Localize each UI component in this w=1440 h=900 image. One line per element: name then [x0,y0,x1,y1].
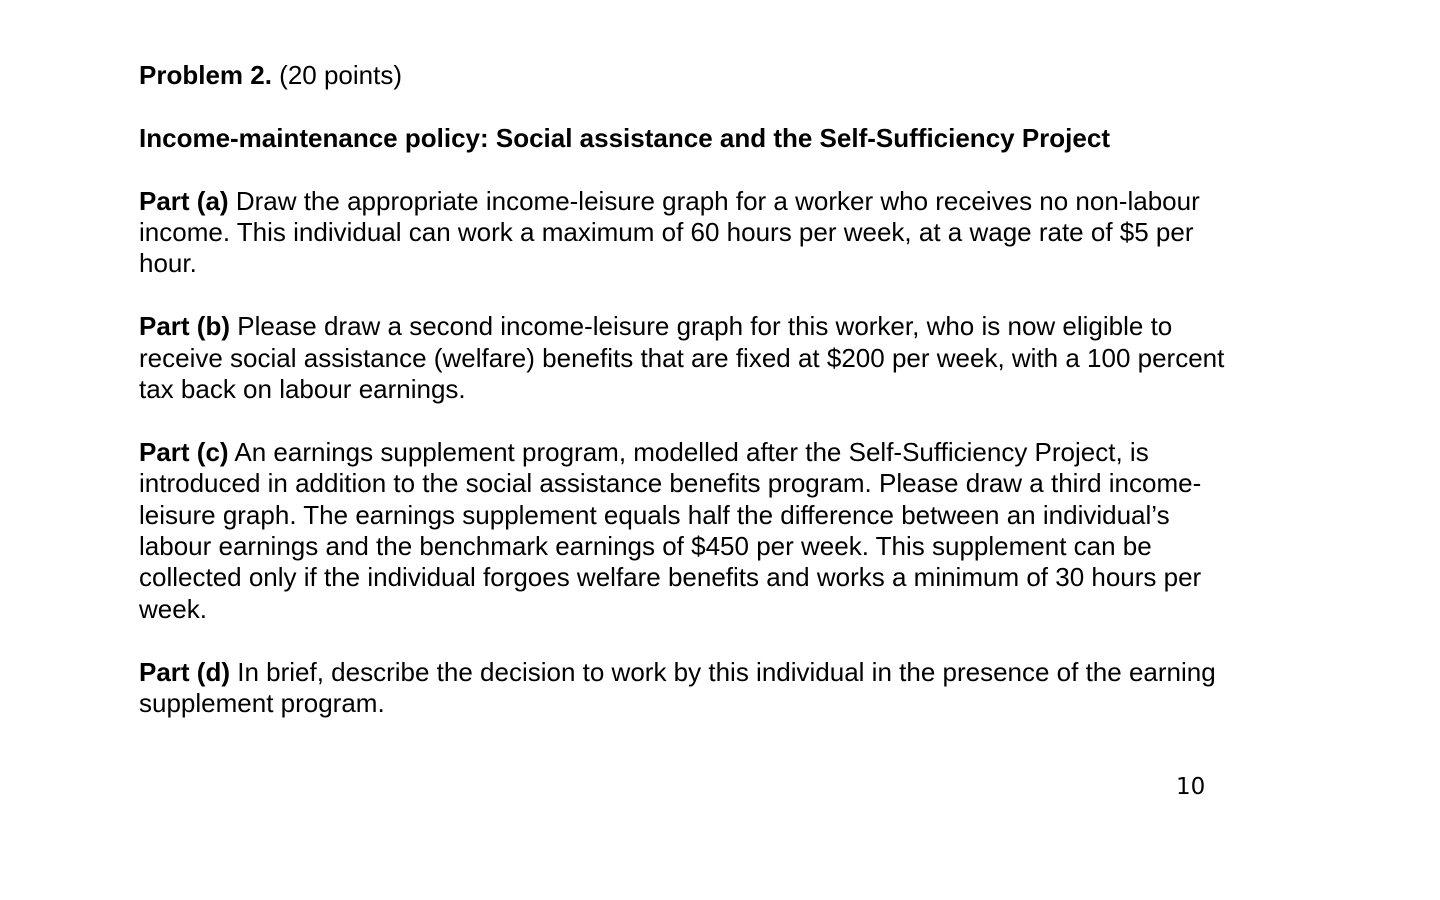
part-a-text: Draw the appropriate income-leisure graph for a worker who receives no non-labour income. This individual can work a maximum of 60 hours per week, at a wage rate of $5 per hour. [139,185,1200,279]
problem-points: (20 points) [279,60,403,90]
part-b-text: Please draw a second income-leisure graph for this worker, who is now eligible to receive social assistance (welfare) benefits that are fixed at $200 per week, with a 100 percent tax back on labour earnings. [139,311,1225,405]
part-d-text: In brief, describe the decision to work by this individual in the presence of the earning supplement program. [139,656,1216,719]
part-d-label: Part (d) [139,656,230,687]
part-d [139,657,1229,720]
document-content [139,60,1229,751]
part-c-text: An earnings supplement program, modelled after the Self-Sufficiency Project, is introduced in addition to the social assistance benefits program. Please draw a third income-leisure graph. The earnings supplement equals half the difference between an individual’s labour earnings and the benchmark earnings of $450 per week. This supplement can be collected only if the individual forgoes welfare benefits and works a minimum of 30 hours per week. [139,436,1202,624]
part-c [139,437,1229,625]
part-b [139,311,1229,405]
page-number: 10 [1176,774,1206,800]
part-a [139,186,1229,280]
part-a-label: Part (a) [139,185,229,216]
problem-label: Problem 2. [139,60,272,90]
part-c-label: Part (c) [139,436,229,467]
problem-header [139,60,1229,91]
part-b-label: Part (b) [139,311,230,342]
document-title: Income-maintenance policy: Social assistance and the Self-Sufficiency Project [139,122,1110,153]
